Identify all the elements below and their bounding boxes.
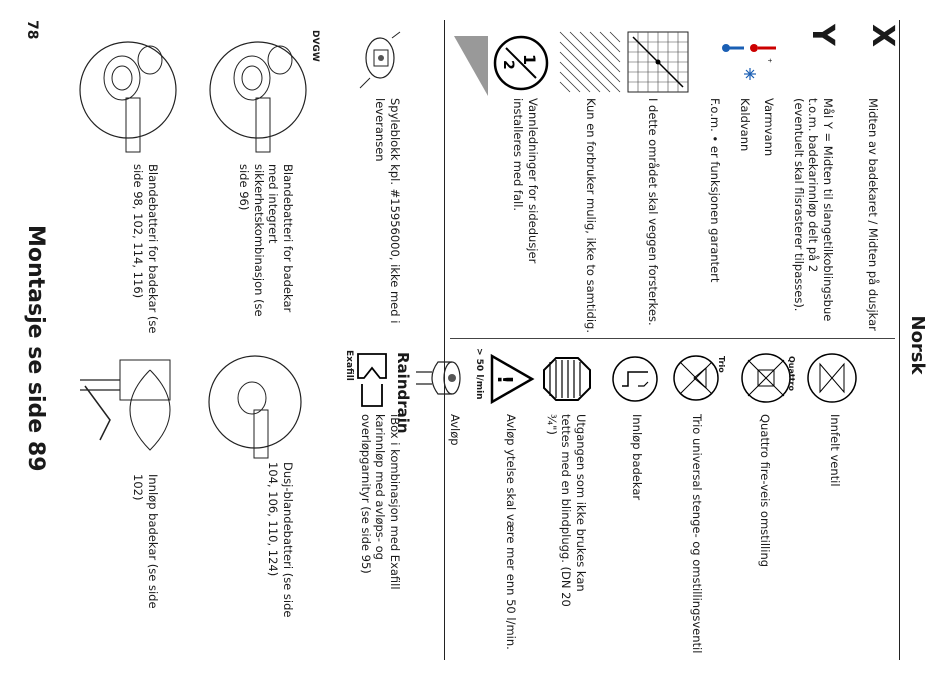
shutoff-valve-icon <box>804 350 860 406</box>
text-drain: Avløp <box>448 414 462 446</box>
svg-text:2: 2 <box>500 60 516 70</box>
text-product-dvgw: Blandebatteri for badekar med integrert sikkerhetskombinasjon (se side 96) <box>237 164 295 317</box>
svg-text:!: ! <box>493 375 517 385</box>
drain-icon <box>412 348 472 408</box>
text-flow: Avløp ytelse skal være mer enn 50 l/min. <box>504 414 518 650</box>
flow-label: > 50 l/min <box>474 348 484 400</box>
text-frost: F.o.m. • er funksjonen garantert <box>708 98 722 283</box>
svg-text:1: 1 <box>520 54 539 66</box>
wall-grid-icon <box>628 32 688 92</box>
text-wall: I dette området skal veggen forsterkes. <box>646 98 660 326</box>
section-rule <box>444 20 445 660</box>
text-product-bath: Blandebatteri for badekar (se side 98, 102, 114, 116) <box>131 164 160 334</box>
raindrain-label: Raindrain <box>394 352 412 434</box>
svg-text:+: + <box>766 58 773 64</box>
quattro-valve-icon <box>734 350 794 406</box>
blind-plug-icon <box>540 352 594 406</box>
product-bath-inlet-image <box>70 350 180 470</box>
text-flush-block: Spyleblokk kpl. #15956000, ikke med i leveransen <box>373 98 402 324</box>
page-number: 78 <box>24 20 40 40</box>
footer-title: Montasje se side 89 <box>23 225 48 472</box>
column-divider <box>450 338 895 339</box>
text-slope: Vannledninger for sidedusjer installeres med fall. <box>511 98 540 264</box>
warm-water-icon <box>720 28 780 88</box>
no-simultaneous-icon <box>492 34 550 92</box>
dvgw-tag: DVGW <box>310 30 320 62</box>
product-shower-mixer-image <box>200 350 310 460</box>
trio-valve-icon <box>668 350 724 406</box>
text-bath-inlet: Innløp badekar <box>630 414 644 501</box>
product-bath-mixer-dvgw-image <box>200 28 310 158</box>
header-rule <box>899 20 900 660</box>
page-header: Norsk <box>907 315 928 375</box>
text-raindrain: iBox i kombinasjon med Exafill karinnløp med avløps- og overløpgarnityr (se side 95) <box>359 414 402 590</box>
text-single-consumer: Kun en forbruker mulig, ikke to samtidig. <box>584 98 598 333</box>
text-quattro: Quattro fire-veis omstilling <box>758 414 772 568</box>
text-y: Mål Y = Midten til slangetilkoblingsbue t.o.m. badekarinnløp delt på 2 (eventuelt skal flisrasterer tilpasses). <box>792 98 835 322</box>
text-warm-water: Varmvann <box>762 98 776 157</box>
quattro-label: Quattro <box>787 356 796 391</box>
slope-icon <box>454 36 488 96</box>
letter-x-symbol: X <box>865 24 900 48</box>
text-trio: Trio universal stenge- og omstillingsventil <box>690 414 704 654</box>
text-cold-water: Kaldvann <box>738 98 752 152</box>
letter-y-symbol: Y <box>805 24 840 46</box>
trio-label: Trio <box>717 356 726 373</box>
bath-inlet-icon <box>608 352 662 406</box>
product-bath-mixer-image <box>70 28 180 158</box>
warning-flow-icon <box>486 352 536 406</box>
text-blind-plug: Utgangen som ikke brukes kan tettes med en blindplugg. (DN 20 ¾") <box>545 414 588 607</box>
text-shutoff: Innfelt ventil <box>828 414 842 487</box>
hatched-area-icon <box>560 32 620 92</box>
text-product-shower: Dusj-blandebatteri (se side 104, 106, 110, 124) <box>266 462 295 618</box>
exafill-label: Exafill <box>344 350 354 381</box>
product-mixer-safety-image <box>360 40 430 110</box>
text-product-inlet: Innløp badekar (se side 102) <box>131 474 160 609</box>
text-x: Midten av badekaret / Midten på dusjkar <box>866 98 880 331</box>
